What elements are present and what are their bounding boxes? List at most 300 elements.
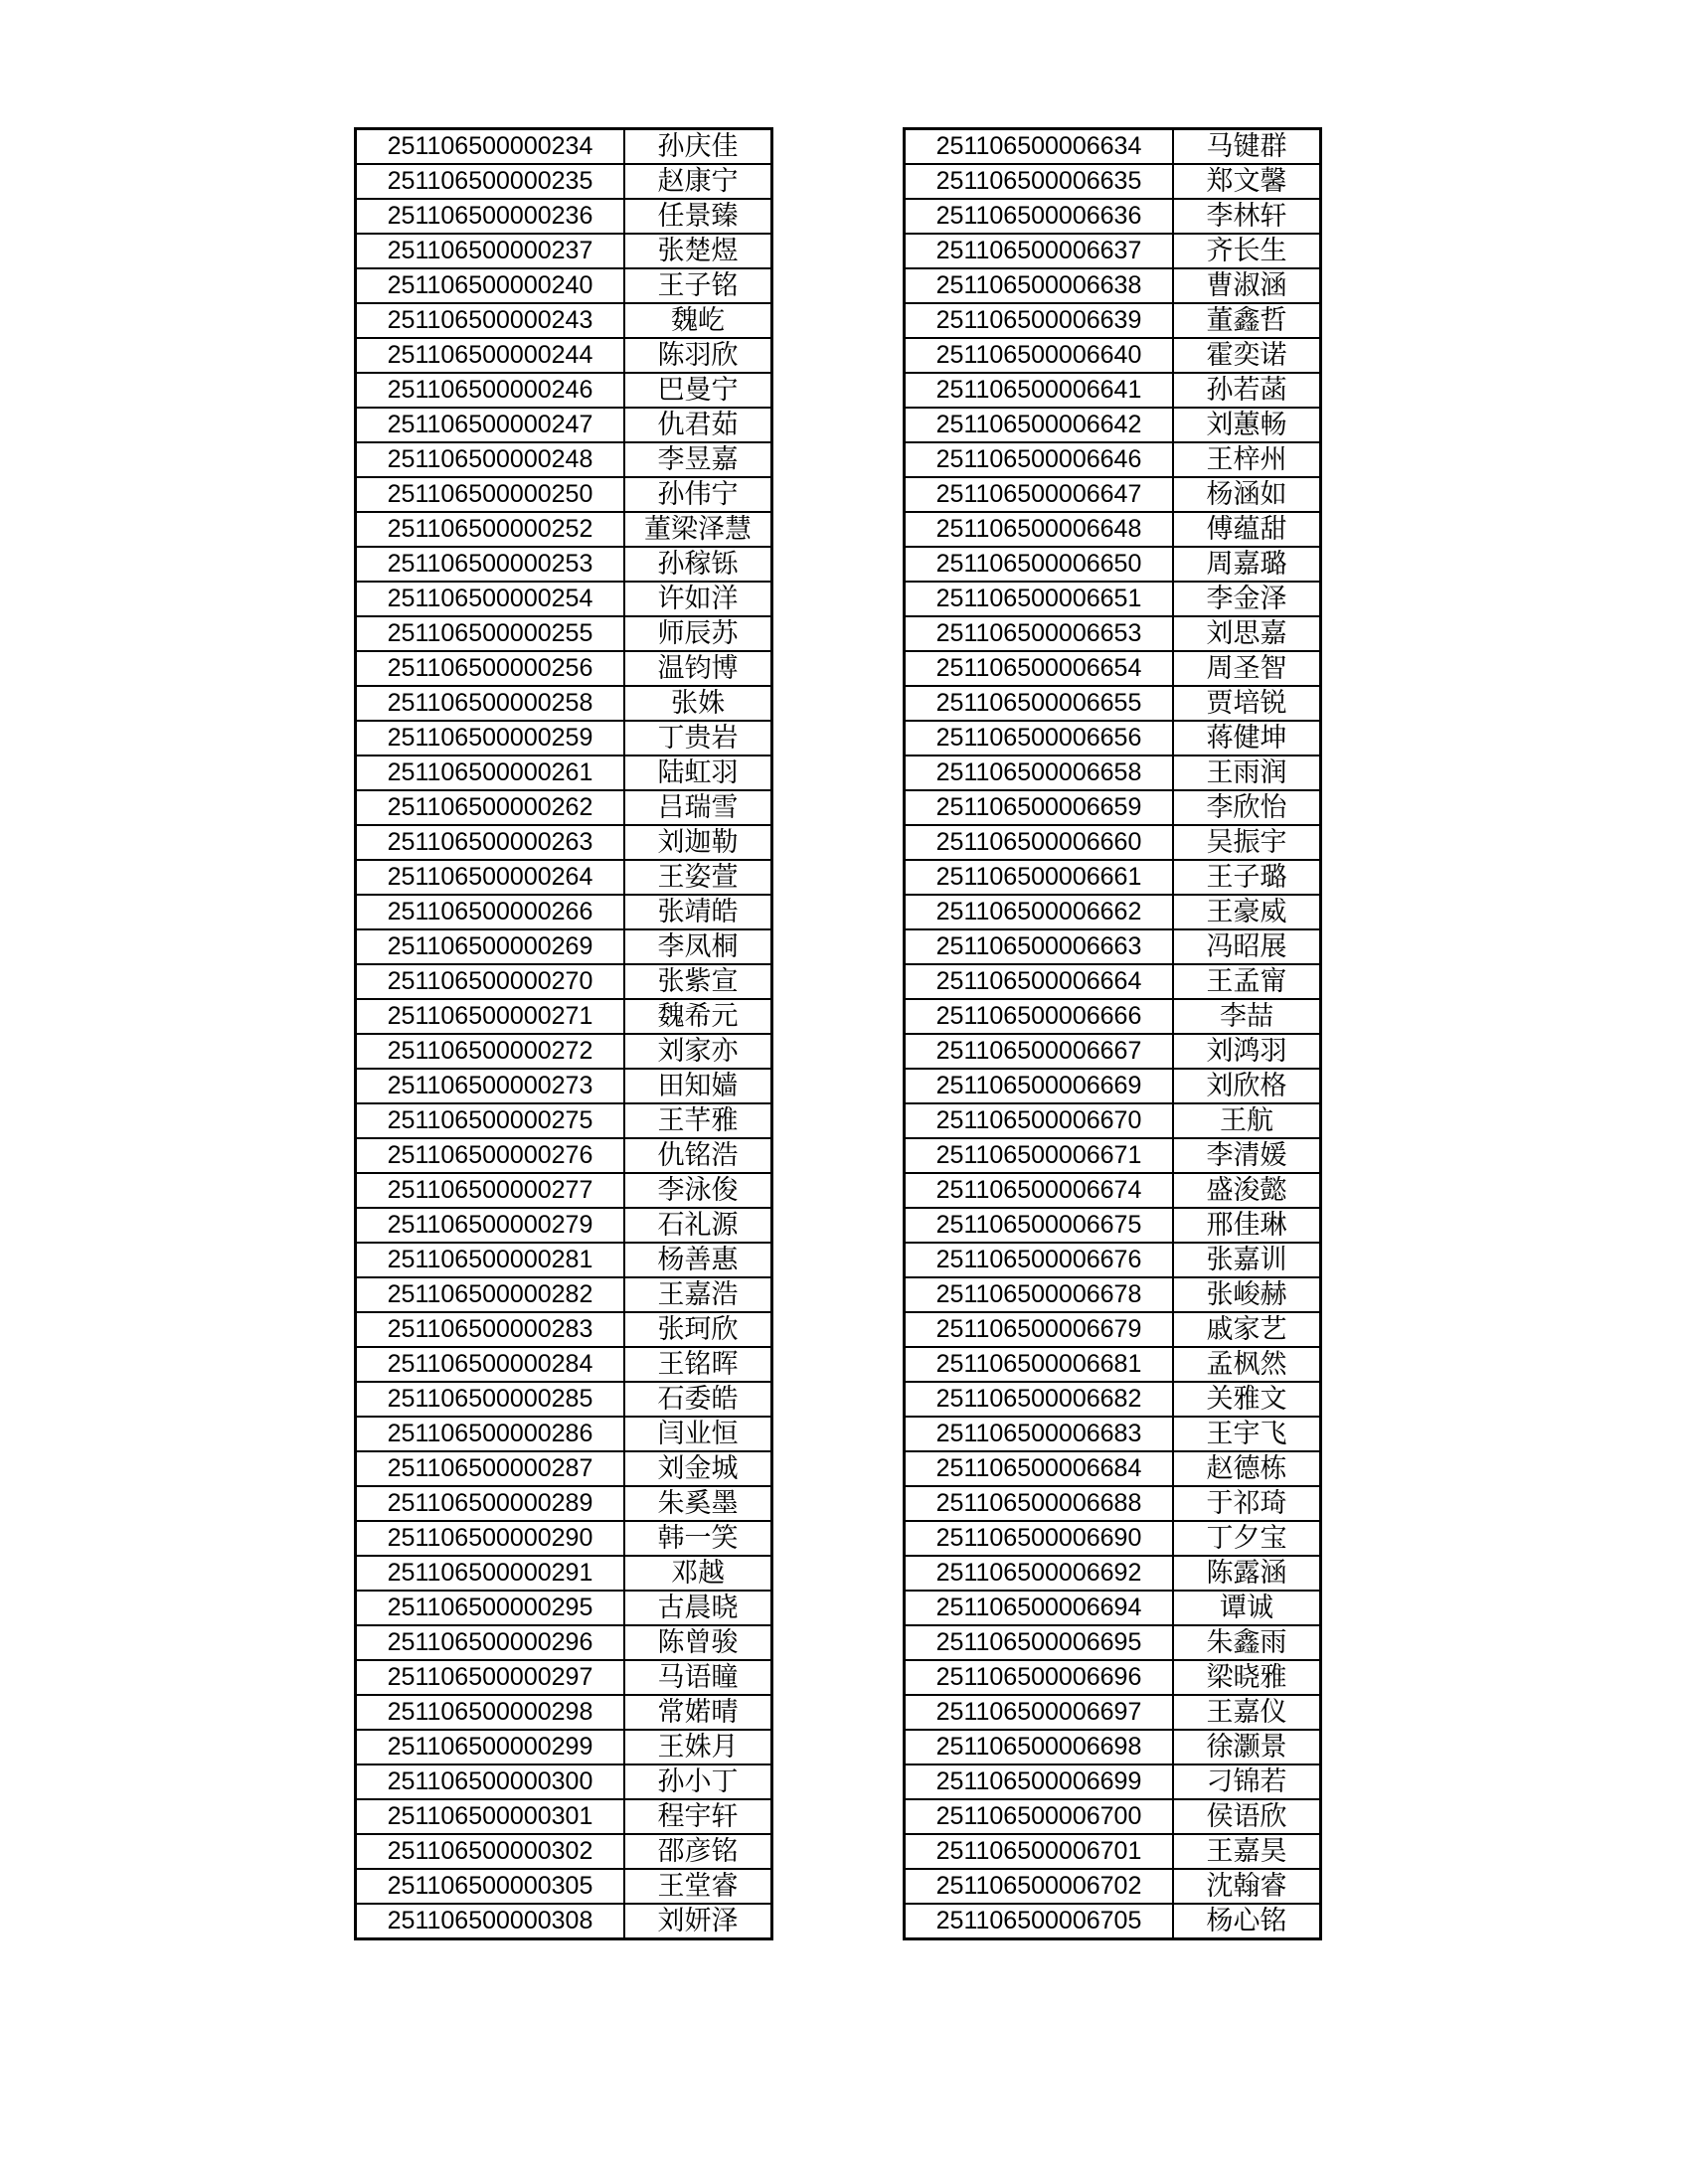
table-row — [356, 686, 772, 721]
candidate-name-cell: 齐长生 — [1173, 234, 1321, 268]
candidate-name-cell: 马键群 — [1173, 129, 1321, 165]
table-row — [905, 1625, 1321, 1660]
candidate-name-cell: 马语瞳 — [624, 1660, 772, 1695]
candidate-id-cell: 251106500006682 — [905, 1382, 1174, 1417]
table-row — [356, 756, 772, 790]
table-row — [356, 616, 772, 651]
table-row — [905, 408, 1321, 442]
candidate-id-cell: 251106500000284 — [356, 1347, 625, 1382]
candidate-name-cell: 曹淑涵 — [1173, 268, 1321, 303]
candidate-name-cell: 朱鑫雨 — [1173, 1625, 1321, 1660]
table-row — [356, 477, 772, 512]
candidate-id-cell: 251106500006700 — [905, 1799, 1174, 1834]
table-row — [905, 1834, 1321, 1869]
candidate-id-cell: 251106500006651 — [905, 582, 1174, 616]
table-row — [356, 199, 772, 234]
candidate-id-cell: 251106500006666 — [905, 999, 1174, 1034]
candidate-name-cell: 仇铭浩 — [624, 1138, 772, 1173]
candidate-id-cell: 251106500006699 — [905, 1764, 1174, 1799]
candidate-name-cell: 张峻赫 — [1173, 1277, 1321, 1312]
candidate-name-cell: 魏屹 — [624, 303, 772, 338]
candidate-id-cell: 251106500000298 — [356, 1695, 625, 1730]
candidate-id-cell: 251106500006667 — [905, 1034, 1174, 1069]
candidate-id-cell: 251106500000254 — [356, 582, 625, 616]
candidate-id-cell: 251106500006653 — [905, 616, 1174, 651]
candidate-name-cell: 石礼源 — [624, 1208, 772, 1243]
candidate-id-cell: 251106500000243 — [356, 303, 625, 338]
table-row — [905, 999, 1321, 1034]
candidate-name-cell: 刁锦若 — [1173, 1764, 1321, 1799]
candidate-id-cell: 251106500000269 — [356, 929, 625, 964]
candidate-id-cell: 251106500006671 — [905, 1138, 1174, 1173]
candidate-name-cell: 陈露涵 — [1173, 1556, 1321, 1591]
candidate-name-cell: 王孟甯 — [1173, 964, 1321, 999]
table-row — [905, 1764, 1321, 1799]
candidate-name-cell: 任景臻 — [624, 199, 772, 234]
candidate-id-cell: 251106500000272 — [356, 1034, 625, 1069]
table-row — [905, 303, 1321, 338]
candidate-id-cell: 251106500000266 — [356, 895, 625, 929]
candidate-id-cell: 251106500006661 — [905, 860, 1174, 895]
candidate-id-cell: 251106500000297 — [356, 1660, 625, 1695]
table-row — [356, 895, 772, 929]
table-row — [356, 512, 772, 547]
table-row — [356, 1277, 772, 1312]
table-row — [905, 651, 1321, 686]
candidate-name-cell: 张楚煜 — [624, 234, 772, 268]
candidate-id-cell: 251106500000301 — [356, 1799, 625, 1834]
candidate-name-cell: 韩一笑 — [624, 1521, 772, 1556]
candidate-name-cell: 王姝月 — [624, 1730, 772, 1764]
candidate-name-cell: 李泳俊 — [624, 1173, 772, 1208]
table-row — [905, 1069, 1321, 1103]
candidate-id-cell: 251106500000289 — [356, 1486, 625, 1521]
candidate-id-cell: 251106500000248 — [356, 442, 625, 477]
table-row — [356, 1486, 772, 1521]
candidate-name-cell: 张姝 — [624, 686, 772, 721]
candidate-id-cell: 251106500000285 — [356, 1382, 625, 1417]
candidate-id-cell: 251106500000276 — [356, 1138, 625, 1173]
table-row — [356, 338, 772, 373]
candidate-name-cell: 闫业恒 — [624, 1417, 772, 1451]
table-row — [905, 1277, 1321, 1312]
roster-table-right-body — [905, 129, 1321, 1939]
table-row — [905, 686, 1321, 721]
candidate-id-cell: 251106500000262 — [356, 790, 625, 825]
candidate-id-cell: 251106500000236 — [356, 199, 625, 234]
candidate-name-cell: 梁晓雅 — [1173, 1660, 1321, 1695]
candidate-id-cell: 251106500006702 — [905, 1869, 1174, 1904]
candidate-name-cell: 王嘉昊 — [1173, 1834, 1321, 1869]
candidate-name-cell: 张靖皓 — [624, 895, 772, 929]
table-row — [905, 582, 1321, 616]
candidate-name-cell: 吕瑞雪 — [624, 790, 772, 825]
candidate-name-cell: 刘家亦 — [624, 1034, 772, 1069]
table-row — [356, 442, 772, 477]
candidate-name-cell: 陈曾骏 — [624, 1625, 772, 1660]
table-row — [356, 1103, 772, 1138]
candidate-name-cell: 于祁琦 — [1173, 1486, 1321, 1521]
candidate-id-cell: 251106500006664 — [905, 964, 1174, 999]
candidate-id-cell: 251106500006655 — [905, 686, 1174, 721]
table-row — [356, 964, 772, 999]
table-row — [905, 164, 1321, 199]
candidate-id-cell: 251106500006656 — [905, 721, 1174, 756]
candidate-name-cell: 谭诚 — [1173, 1591, 1321, 1625]
candidate-id-cell: 251106500000237 — [356, 234, 625, 268]
candidate-name-cell: 王嘉浩 — [624, 1277, 772, 1312]
candidate-name-cell: 王姿萱 — [624, 860, 772, 895]
candidate-name-cell: 董鑫哲 — [1173, 303, 1321, 338]
candidate-name-cell: 王子璐 — [1173, 860, 1321, 895]
table-row — [356, 651, 772, 686]
table-row — [356, 1730, 772, 1764]
candidate-name-cell: 侯语欣 — [1173, 1799, 1321, 1834]
candidate-id-cell: 251106500006660 — [905, 825, 1174, 860]
table-row — [905, 1591, 1321, 1625]
candidate-id-cell: 251106500006650 — [905, 547, 1174, 582]
candidate-id-cell: 251106500006684 — [905, 1451, 1174, 1486]
candidate-name-cell: 王铭晖 — [624, 1347, 772, 1382]
table-row — [905, 790, 1321, 825]
candidate-name-cell: 李金泽 — [1173, 582, 1321, 616]
table-row — [905, 1208, 1321, 1243]
candidate-name-cell: 蒋健坤 — [1173, 721, 1321, 756]
candidate-name-cell: 邢佳琳 — [1173, 1208, 1321, 1243]
candidate-name-cell: 魏希元 — [624, 999, 772, 1034]
table-row — [905, 1451, 1321, 1486]
candidate-name-cell: 刘蕙畅 — [1173, 408, 1321, 442]
table-row — [905, 1660, 1321, 1695]
candidate-name-cell: 孙稼铄 — [624, 547, 772, 582]
candidate-id-cell: 251106500006646 — [905, 442, 1174, 477]
candidate-id-cell: 251106500000286 — [356, 1417, 625, 1451]
candidate-name-cell: 张珂欣 — [624, 1312, 772, 1347]
table-row — [905, 512, 1321, 547]
candidate-id-cell: 251106500006681 — [905, 1347, 1174, 1382]
candidate-id-cell: 251106500000291 — [356, 1556, 625, 1591]
table-row — [905, 756, 1321, 790]
candidate-id-cell: 251106500006692 — [905, 1556, 1174, 1591]
table-row — [356, 1069, 772, 1103]
table-row — [905, 1904, 1321, 1939]
candidate-id-cell: 251106500006654 — [905, 651, 1174, 686]
candidate-id-cell: 251106500006635 — [905, 164, 1174, 199]
candidate-name-cell: 郑文馨 — [1173, 164, 1321, 199]
table-row — [356, 1764, 772, 1799]
candidate-id-cell: 251106500000244 — [356, 338, 625, 373]
candidate-name-cell: 古晨晓 — [624, 1591, 772, 1625]
candidate-id-cell: 251106500000240 — [356, 268, 625, 303]
candidate-name-cell: 巴曼宁 — [624, 373, 772, 408]
table-row — [356, 1451, 772, 1486]
table-row — [356, 1347, 772, 1382]
candidate-name-cell: 田知嫱 — [624, 1069, 772, 1103]
candidate-id-cell: 251106500006683 — [905, 1417, 1174, 1451]
candidate-name-cell: 刘金城 — [624, 1451, 772, 1486]
table-row — [356, 1869, 772, 1904]
candidate-name-cell: 刘思嘉 — [1173, 616, 1321, 651]
candidate-name-cell: 邵彦铭 — [624, 1834, 772, 1869]
candidate-name-cell: 赵德栋 — [1173, 1451, 1321, 1486]
table-row — [356, 582, 772, 616]
candidate-id-cell: 251106500000287 — [356, 1451, 625, 1486]
candidate-id-cell: 251106500000296 — [356, 1625, 625, 1660]
table-row — [356, 1173, 772, 1208]
candidate-name-cell: 刘欣格 — [1173, 1069, 1321, 1103]
candidate-name-cell: 贾培锐 — [1173, 686, 1321, 721]
candidate-name-cell: 王芊雅 — [624, 1103, 772, 1138]
candidate-id-cell: 251106500006679 — [905, 1312, 1174, 1347]
table-row — [905, 199, 1321, 234]
table-row — [905, 547, 1321, 582]
table-row — [356, 1591, 772, 1625]
candidate-name-cell: 孙若菡 — [1173, 373, 1321, 408]
table-row — [905, 1034, 1321, 1069]
candidate-id-cell: 251106500006676 — [905, 1243, 1174, 1277]
candidate-id-cell: 251106500006705 — [905, 1904, 1174, 1939]
candidate-id-cell: 251106500006636 — [905, 199, 1174, 234]
candidate-id-cell: 251106500006695 — [905, 1625, 1174, 1660]
candidate-name-cell: 张紫宣 — [624, 964, 772, 999]
table-row — [356, 1556, 772, 1591]
candidate-name-cell: 王梓州 — [1173, 442, 1321, 477]
candidate-id-cell: 251106500006647 — [905, 477, 1174, 512]
table-row — [905, 1312, 1321, 1347]
table-row — [905, 895, 1321, 929]
candidate-name-cell: 盛浚懿 — [1173, 1173, 1321, 1208]
candidate-name-cell: 王豪威 — [1173, 895, 1321, 929]
candidate-id-cell: 251106500000295 — [356, 1591, 625, 1625]
candidate-id-cell: 251106500000283 — [356, 1312, 625, 1347]
candidate-name-cell: 李喆 — [1173, 999, 1321, 1034]
candidate-name-cell: 刘鸿羽 — [1173, 1034, 1321, 1069]
candidate-id-cell: 251106500000308 — [356, 1904, 625, 1939]
table-row — [905, 1103, 1321, 1138]
candidate-id-cell: 251106500000259 — [356, 721, 625, 756]
candidate-id-cell: 251106500006637 — [905, 234, 1174, 268]
candidate-id-cell: 251106500006690 — [905, 1521, 1174, 1556]
candidate-name-cell: 刘迦勒 — [624, 825, 772, 860]
table-row — [356, 1208, 772, 1243]
candidate-id-cell: 251106500000282 — [356, 1277, 625, 1312]
candidate-id-cell: 251106500000275 — [356, 1103, 625, 1138]
candidate-name-cell: 周嘉璐 — [1173, 547, 1321, 582]
table-row — [905, 1730, 1321, 1764]
candidate-name-cell: 常婼晴 — [624, 1695, 772, 1730]
table-row — [905, 1799, 1321, 1834]
table-row — [356, 129, 772, 165]
candidate-name-cell: 徐灏景 — [1173, 1730, 1321, 1764]
candidate-id-cell: 251106500000252 — [356, 512, 625, 547]
table-row — [905, 477, 1321, 512]
table-row — [356, 303, 772, 338]
candidate-id-cell: 251106500006670 — [905, 1103, 1174, 1138]
candidate-name-cell: 关雅文 — [1173, 1382, 1321, 1417]
table-row — [356, 268, 772, 303]
candidate-name-cell: 李清媛 — [1173, 1138, 1321, 1173]
candidate-name-cell: 杨涵如 — [1173, 477, 1321, 512]
table-row — [905, 929, 1321, 964]
candidate-name-cell: 朱奚墨 — [624, 1486, 772, 1521]
candidate-name-cell: 陆虹羽 — [624, 756, 772, 790]
candidate-id-cell: 251106500000263 — [356, 825, 625, 860]
candidate-id-cell: 251106500006701 — [905, 1834, 1174, 1869]
candidate-name-cell: 丁贵岩 — [624, 721, 772, 756]
candidate-name-cell: 冯昭展 — [1173, 929, 1321, 964]
candidate-name-cell: 杨心铭 — [1173, 1904, 1321, 1939]
candidate-name-cell: 孙小丁 — [624, 1764, 772, 1799]
table-row — [356, 234, 772, 268]
candidate-id-cell: 251106500006688 — [905, 1486, 1174, 1521]
candidate-id-cell: 251106500006639 — [905, 303, 1174, 338]
table-row — [905, 1347, 1321, 1382]
table-row — [356, 1521, 772, 1556]
candidate-name-cell: 王航 — [1173, 1103, 1321, 1138]
candidate-name-cell: 李欣怡 — [1173, 790, 1321, 825]
candidate-id-cell: 251106500000277 — [356, 1173, 625, 1208]
candidate-id-cell: 251106500006642 — [905, 408, 1174, 442]
table-row — [356, 1417, 772, 1451]
table-row — [356, 1904, 772, 1939]
candidate-name-cell: 周圣智 — [1173, 651, 1321, 686]
table-row — [356, 790, 772, 825]
table-row — [356, 373, 772, 408]
table-row — [905, 1417, 1321, 1451]
table-row — [905, 1869, 1321, 1904]
candidate-name-cell: 孙庆佳 — [624, 129, 772, 165]
candidate-id-cell: 251106500006675 — [905, 1208, 1174, 1243]
table-row — [356, 825, 772, 860]
table-row — [905, 825, 1321, 860]
candidate-id-cell: 251106500006648 — [905, 512, 1174, 547]
table-row — [905, 338, 1321, 373]
table-row — [356, 1660, 772, 1695]
table-row — [905, 616, 1321, 651]
candidate-id-cell: 251106500000279 — [356, 1208, 625, 1243]
candidate-name-cell: 吴振宇 — [1173, 825, 1321, 860]
candidate-id-cell: 251106500006674 — [905, 1173, 1174, 1208]
candidate-name-cell: 王子铭 — [624, 268, 772, 303]
candidate-name-cell: 霍奕诺 — [1173, 338, 1321, 373]
table-row — [356, 164, 772, 199]
table-row — [356, 1695, 772, 1730]
candidate-name-cell: 仇君茹 — [624, 408, 772, 442]
candidate-name-cell: 杨善惠 — [624, 1243, 772, 1277]
candidate-name-cell: 李凤桐 — [624, 929, 772, 964]
candidate-name-cell: 陈羽欣 — [624, 338, 772, 373]
table-row — [905, 442, 1321, 477]
roster-table-left-body — [356, 129, 772, 1939]
candidate-id-cell: 251106500000302 — [356, 1834, 625, 1869]
table-row — [905, 721, 1321, 756]
candidate-name-cell: 孙伟宁 — [624, 477, 772, 512]
candidate-id-cell: 251106500000261 — [356, 756, 625, 790]
table-row — [356, 1034, 772, 1069]
candidate-id-cell: 251106500006634 — [905, 129, 1174, 165]
roster-table-right — [903, 127, 1322, 1940]
table-row — [356, 1243, 772, 1277]
table-row — [905, 129, 1321, 165]
candidate-id-cell: 251106500006659 — [905, 790, 1174, 825]
candidate-id-cell: 251106500000255 — [356, 616, 625, 651]
table-row — [905, 860, 1321, 895]
candidate-name-cell: 赵康宁 — [624, 164, 772, 199]
candidate-id-cell: 251106500006663 — [905, 929, 1174, 964]
candidate-name-cell: 丁夕宝 — [1173, 1521, 1321, 1556]
candidate-name-cell: 石委皓 — [624, 1382, 772, 1417]
table-row — [356, 1625, 772, 1660]
candidate-id-cell: 251106500006669 — [905, 1069, 1174, 1103]
candidate-id-cell: 251106500000264 — [356, 860, 625, 895]
candidate-id-cell: 251106500000258 — [356, 686, 625, 721]
candidate-id-cell: 251106500006638 — [905, 268, 1174, 303]
candidate-name-cell: 戚家艺 — [1173, 1312, 1321, 1347]
table-row — [905, 1382, 1321, 1417]
candidate-id-cell: 251106500000253 — [356, 547, 625, 582]
candidate-name-cell: 温钧博 — [624, 651, 772, 686]
candidate-name-cell: 李林轩 — [1173, 199, 1321, 234]
table-row — [356, 1312, 772, 1347]
candidate-id-cell: 251106500000281 — [356, 1243, 625, 1277]
table-row — [356, 860, 772, 895]
table-row — [905, 1173, 1321, 1208]
candidate-id-cell: 251106500000256 — [356, 651, 625, 686]
candidate-name-cell: 王宇飞 — [1173, 1417, 1321, 1451]
table-row — [905, 1138, 1321, 1173]
table-row — [905, 1486, 1321, 1521]
table-row — [356, 999, 772, 1034]
candidate-name-cell: 邓越 — [624, 1556, 772, 1591]
table-row — [905, 1243, 1321, 1277]
candidate-name-cell: 李昱嘉 — [624, 442, 772, 477]
candidate-name-cell: 傅蕴甜 — [1173, 512, 1321, 547]
candidate-name-cell: 王嘉仪 — [1173, 1695, 1321, 1730]
table-row — [905, 1521, 1321, 1556]
candidate-id-cell: 251106500000270 — [356, 964, 625, 999]
candidate-id-cell: 251106500000246 — [356, 373, 625, 408]
candidate-id-cell: 251106500000300 — [356, 1764, 625, 1799]
table-row — [905, 373, 1321, 408]
candidate-name-cell: 程宇轩 — [624, 1799, 772, 1834]
table-row — [356, 721, 772, 756]
table-row — [356, 1382, 772, 1417]
candidate-name-cell: 孟枫然 — [1173, 1347, 1321, 1382]
candidate-name-cell: 刘妍泽 — [624, 1904, 772, 1939]
candidate-id-cell: 251106500006658 — [905, 756, 1174, 790]
table-row — [356, 547, 772, 582]
table-row — [905, 964, 1321, 999]
candidate-name-cell: 许如洋 — [624, 582, 772, 616]
candidate-id-cell: 251106500000247 — [356, 408, 625, 442]
table-row — [356, 408, 772, 442]
candidate-name-cell: 王雨润 — [1173, 756, 1321, 790]
table-row — [905, 268, 1321, 303]
roster-table-left — [354, 127, 773, 1940]
candidate-name-cell: 师辰苏 — [624, 616, 772, 651]
candidate-name-cell: 张嘉训 — [1173, 1243, 1321, 1277]
table-row — [356, 1138, 772, 1173]
candidate-id-cell: 251106500006696 — [905, 1660, 1174, 1695]
candidate-id-cell: 251106500006697 — [905, 1695, 1174, 1730]
candidate-name-cell: 沈翰睿 — [1173, 1869, 1321, 1904]
table-row — [356, 929, 772, 964]
candidate-id-cell: 251106500006698 — [905, 1730, 1174, 1764]
candidate-id-cell: 251106500000273 — [356, 1069, 625, 1103]
table-row — [905, 1695, 1321, 1730]
candidate-id-cell: 251106500000271 — [356, 999, 625, 1034]
candidate-id-cell: 251106500000234 — [356, 129, 625, 165]
